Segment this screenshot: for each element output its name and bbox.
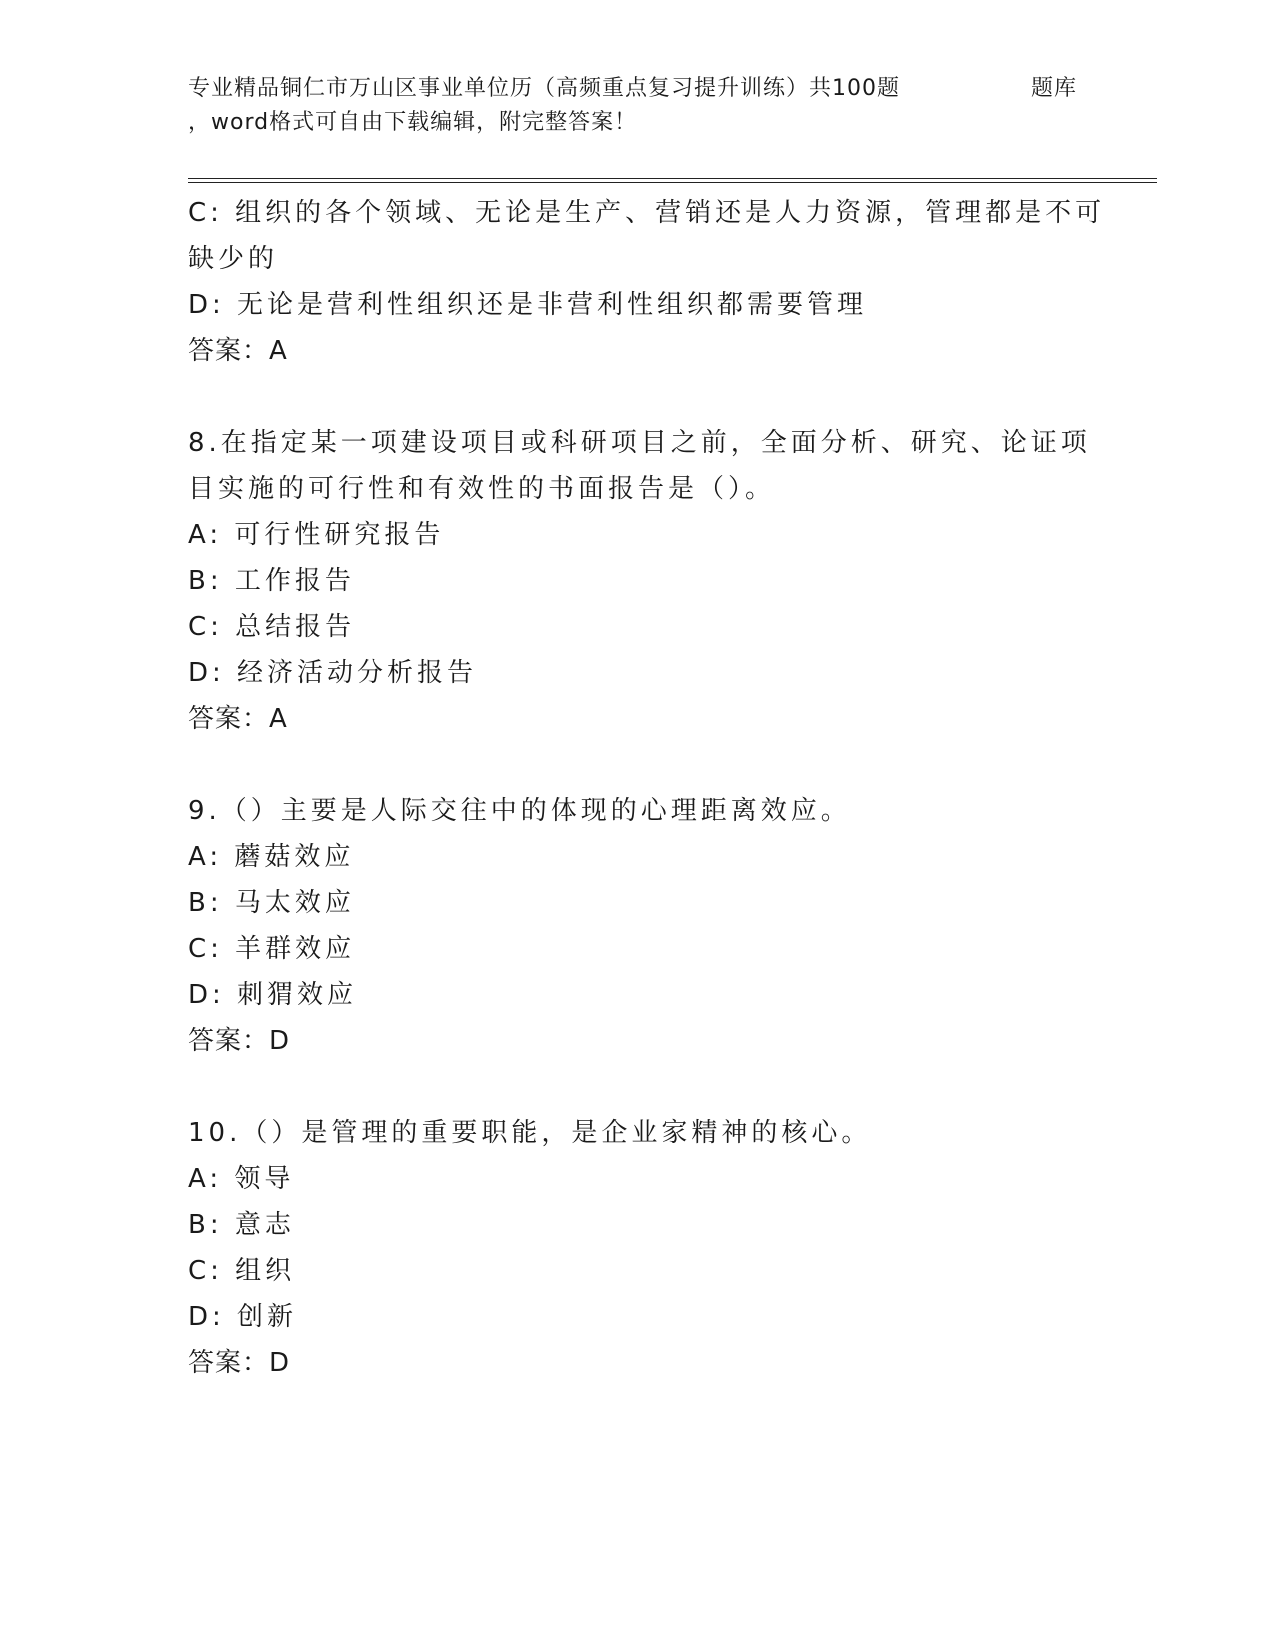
question-text-continued: 目实施的可行性和有效性的书面报告是（）。 [188, 474, 776, 504]
answer: 答案：A [188, 336, 288, 366]
question-7-tail [188, 190, 1106, 374]
option-b: B: 意志 [188, 1210, 295, 1240]
option-d: D: 创新 [188, 1302, 298, 1332]
question-9 [188, 788, 1088, 1064]
spacer [188, 374, 1088, 420]
header-divider-bottom [188, 182, 1157, 183]
question-10 [188, 1110, 1088, 1386]
option-c: C: 羊群效应 [188, 934, 356, 964]
option-a: A: 可行性研究报告 [188, 520, 445, 550]
question-list [188, 190, 1106, 1386]
option-b: B: 工作报告 [188, 566, 355, 596]
option-a: A: 蘑菇效应 [188, 842, 355, 872]
option-c: C: 组织 [188, 1256, 296, 1286]
option-b: B: 马太效应 [188, 888, 355, 918]
header-title: 专业精品铜仁市万山区事业单位历（高频重点复习提升训练）共100题 [188, 76, 900, 101]
header-title-line1 [188, 72, 1088, 106]
question-text: 10.（）是管理的重要职能，是企业家精神的核心。 [188, 1118, 872, 1148]
answer: 答案：A [188, 704, 288, 734]
question-8 [188, 420, 1091, 742]
option-a: A: 领导 [188, 1164, 295, 1194]
question-text: 9.（）主要是人际交往中的体现的心理距离效应。 [188, 796, 851, 826]
spacer [188, 742, 1088, 788]
answer: 答案：D [188, 1348, 291, 1378]
option-d: D: 刺猬效应 [188, 980, 358, 1010]
spacer [188, 1064, 1088, 1110]
option-d: D: 无论是营利性组织还是非营利性组织都需要管理 [188, 290, 868, 320]
header-tag: 题库 [1031, 76, 1078, 101]
page-header [188, 72, 1088, 140]
header-divider-top [188, 178, 1157, 179]
option-c: C: 总结报告 [188, 612, 356, 642]
option-c-continued: 缺少的 [188, 244, 279, 274]
option-c: C: 组织的各个领域、无论是生产、营销还是人力资源，管理都是不可 [188, 198, 1106, 228]
question-text: 8.在指定某一项建设项目或科研项目之前，全面分析、研究、论证项 [188, 428, 1091, 458]
option-d: D: 经济活动分析报告 [188, 658, 478, 688]
header-title-line2: ，word格式可自由下载编辑，附完整答案！ [188, 110, 638, 135]
answer: 答案：D [188, 1026, 291, 1056]
